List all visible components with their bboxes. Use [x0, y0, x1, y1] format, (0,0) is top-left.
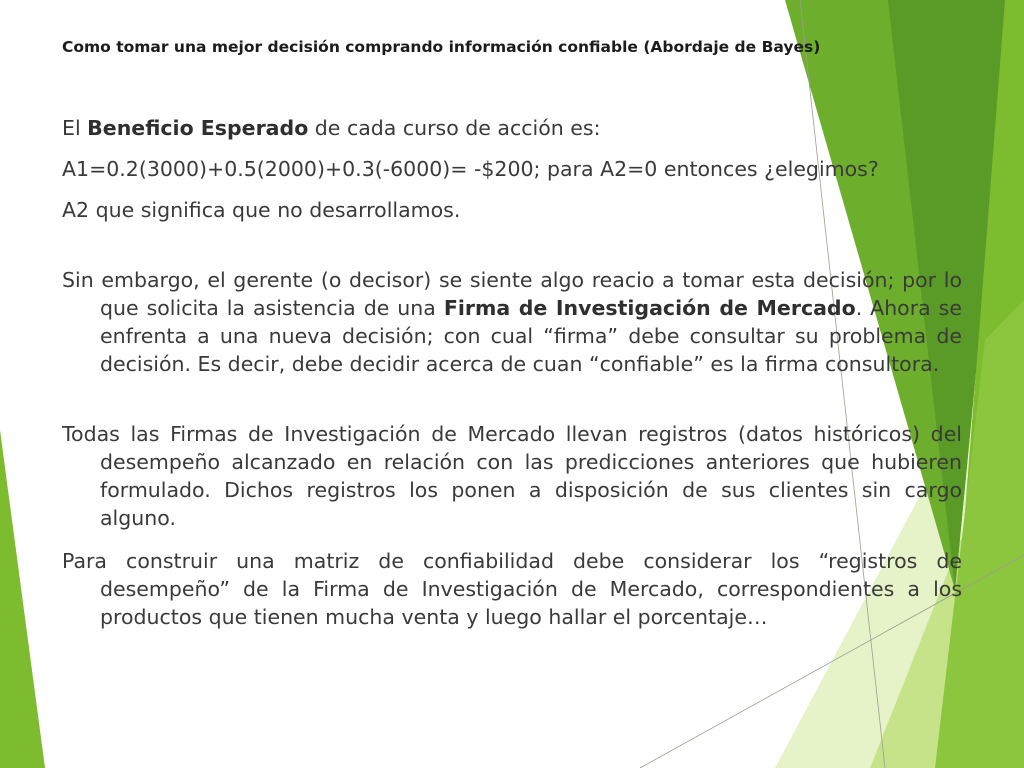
paragraph-formula: A1=0.2(3000)+0.5(2000)+0.3(-6000)= -$200; para A2=0 entonces ¿elegimos? — [62, 157, 879, 181]
paragraph-todas-las-firmas: Todas las Firmas de Investigación de Mercado llevan registros (datos históricos) del desempeño alcanzado en relación con las predicciones anteriores que hubieren formulado. Dichos registros los ponen a disposición de sus clientes sin cargo alguno. — [62, 422, 962, 530]
p4-text-2: . Ahora se enfrenta a una nueva decisión; con cual “firma” debe consultar su problema de decisión. Es decir, debe decidir acerca de cuan “confiable” es la firma consultora. — [100, 296, 962, 376]
paragraph-beneficio — [62, 114, 962, 142]
paragraph-para-construir: Para construir una matriz de confiabilidad debe considerar los “registros de desempeño” de la Firma de Investigación de Mercado, correspondientes a los productos que tienen mucha venta y luego hallar el porcentaje… — [62, 549, 962, 629]
p4-text-1: Sin embargo, el gerente (o decisor) se siente algo reacio a tomar esta decisión; por lo que solicita la asistencia de una — [62, 268, 962, 320]
paragraph-a2: A2 que significa que no desarrollamos. — [62, 198, 461, 222]
deco-left-triangle — [0, 430, 45, 768]
p1-post: de cada curso de acción es: — [308, 116, 601, 140]
p4-bold: Firma de Investigación de Mercado — [443, 296, 856, 320]
p1-pre: El — [62, 116, 88, 140]
slide-content — [62, 114, 962, 631]
slide-title: Como tomar una mejor decisión comprando información confiable (Abordaje de Bayes) — [62, 38, 821, 56]
paragraph-sin-embargo — [62, 266, 962, 378]
p1-bold: Beneficio Esperado — [87, 116, 309, 140]
